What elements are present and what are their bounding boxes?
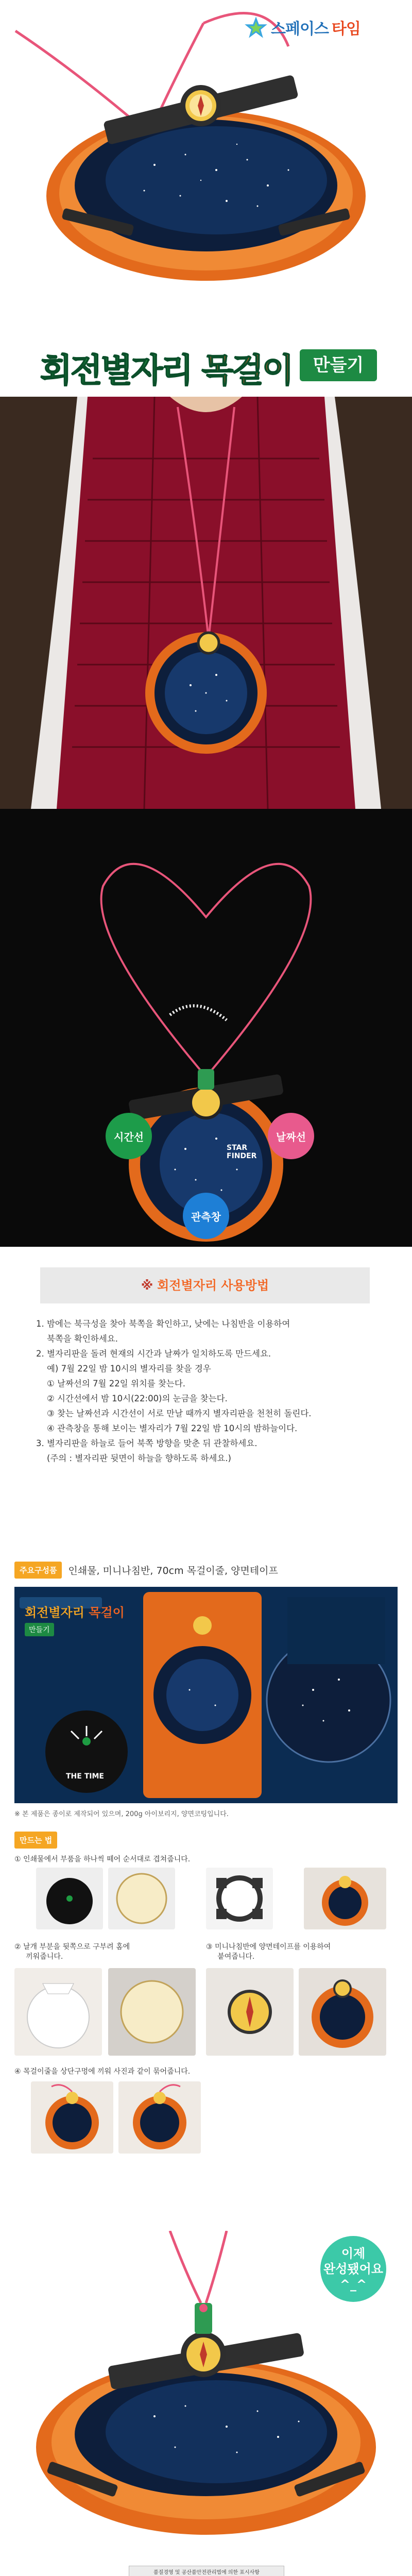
finished-line1: 이제 [341, 2246, 366, 2261]
usage-line: (주의 : 별자리판 뒷면이 하늘을 향하도록 하세요.) [36, 1453, 231, 1463]
dark-photo [0, 809, 412, 1247]
usage-marker: ※ [141, 1278, 153, 1293]
step1-text: ① 인쇄물에서 부품을 하나씩 떼어 순서대로 겹쳐줍니다. [14, 1855, 191, 1863]
usage-line: ① 날짜선의 7월 22일 위치를 찾는다. [36, 1379, 186, 1388]
spec-table [129, 2566, 284, 2576]
components-header [14, 1561, 278, 1579]
material-note: ※ 본 제품은 종이로 제작되어 있으며, 200g 아이보리지, 양면코팅입니다. [14, 1810, 229, 1818]
step2-text: ② 날개 부분을 뒷쪽으로 구부려 홈에 끼워줍니다. [14, 1943, 130, 1961]
components-list: 인쇄물, 미니나침반, 70cm 목걸이줄, 양면테이프 [68, 1565, 278, 1577]
finished-bubble [320, 2236, 386, 2302]
spec-header: 품질경영 및 공산품안전관리법에 의한 표시사항 [129, 2566, 284, 2576]
usage-line: 1. 밤에는 북극성을 찾아 북쪽을 확인하고, 낮에는 나침반을 이용하여 [36, 1319, 290, 1329]
finished-line3: ^_^ [339, 2277, 367, 2292]
finished-line2: 완성됐어요 [323, 2262, 383, 2276]
kit-brand: THE TIME [66, 1772, 104, 1781]
step1-photo-a [36, 1868, 103, 1929]
hero-photo [0, 0, 412, 309]
usage-title-text: 회전별자리 사용방법 [157, 1278, 269, 1293]
step1-photo-b [108, 1868, 175, 1929]
usage-line: ③ 찾는 날짜선과 시간선이 서로 만날 때까지 별자리판을 천천히 돌린다. [36, 1409, 312, 1418]
usage-line: ④ 관측창을 통해 보이는 별자리가 7월 22일 밤 10시의 밤하늘이다. [36, 1423, 298, 1433]
step2-photo-b [108, 1968, 196, 2056]
step3-photo-a [206, 1968, 294, 2056]
components-badge: 주요구성품 [14, 1562, 62, 1579]
title-tag: 만들기 [300, 349, 377, 381]
usage-line: 3. 별자리판을 하늘로 들어 북쪽 방향을 맞춘 뒤 관찰하세요. [36, 1438, 258, 1448]
star-icon [244, 15, 268, 39]
usage-line: 2. 별자리판을 돌려 현재의 시간과 날짜가 일치하도록 만드세요. [36, 1349, 271, 1359]
brand-name-orange: 타임 [331, 20, 360, 38]
usage-list [36, 1316, 386, 1466]
model-wearing-necklace-image [0, 397, 412, 809]
necklace-product-image [0, 0, 412, 309]
step2-photo-a [14, 1968, 102, 2056]
brand-logo [244, 14, 360, 40]
title-part2: 목걸이 [201, 352, 293, 390]
step4-photo-b [118, 2081, 201, 2154]
usage-line: ② 시간선에서 밤 10시(22:00)의 눈금을 찾는다. [36, 1394, 228, 1403]
glowing-necklace-image [0, 809, 412, 1247]
label-date-line: 날짜선 [268, 1113, 314, 1159]
usage-line: 북쪽을 확인하세요. [36, 1334, 118, 1344]
kit-title-a: 회전별자리 [25, 1605, 84, 1620]
title-part1: 회전별자리 [40, 352, 192, 390]
step4-text: ④ 목걸이줄을 상단구멍에 끼워 사진과 같이 묶어줍니다. [14, 2067, 191, 2076]
model-photo [0, 397, 412, 809]
label-time-line: 시간선 [106, 1113, 152, 1159]
brand-name-blue: 스페이스 [271, 20, 329, 38]
step3-photo-b [299, 1968, 386, 2056]
usage-title [40, 1267, 370, 1303]
howto-badge: 만드는 법 [14, 1832, 57, 1849]
kit-title-b: 목걸이 [89, 1605, 125, 1620]
step1-photo-c [206, 1868, 273, 1929]
kit-title [25, 1602, 125, 1620]
step3-text: ③ 미니나침반에 양면테이프를 이용하여 붙여줍니다. [206, 1943, 331, 1961]
star-finder-label: STAR FINDER [227, 1144, 257, 1160]
label-observation-window: 관측창 [183, 1193, 229, 1239]
step1-photo-d [304, 1868, 386, 1929]
usage-line: 예) 7월 22일 밤 10시의 별자리를 찾을 경우 [36, 1364, 211, 1374]
step4-photo-a [31, 2081, 113, 2154]
page-title [40, 344, 293, 392]
kit-tag: 만들기 [25, 1623, 54, 1636]
